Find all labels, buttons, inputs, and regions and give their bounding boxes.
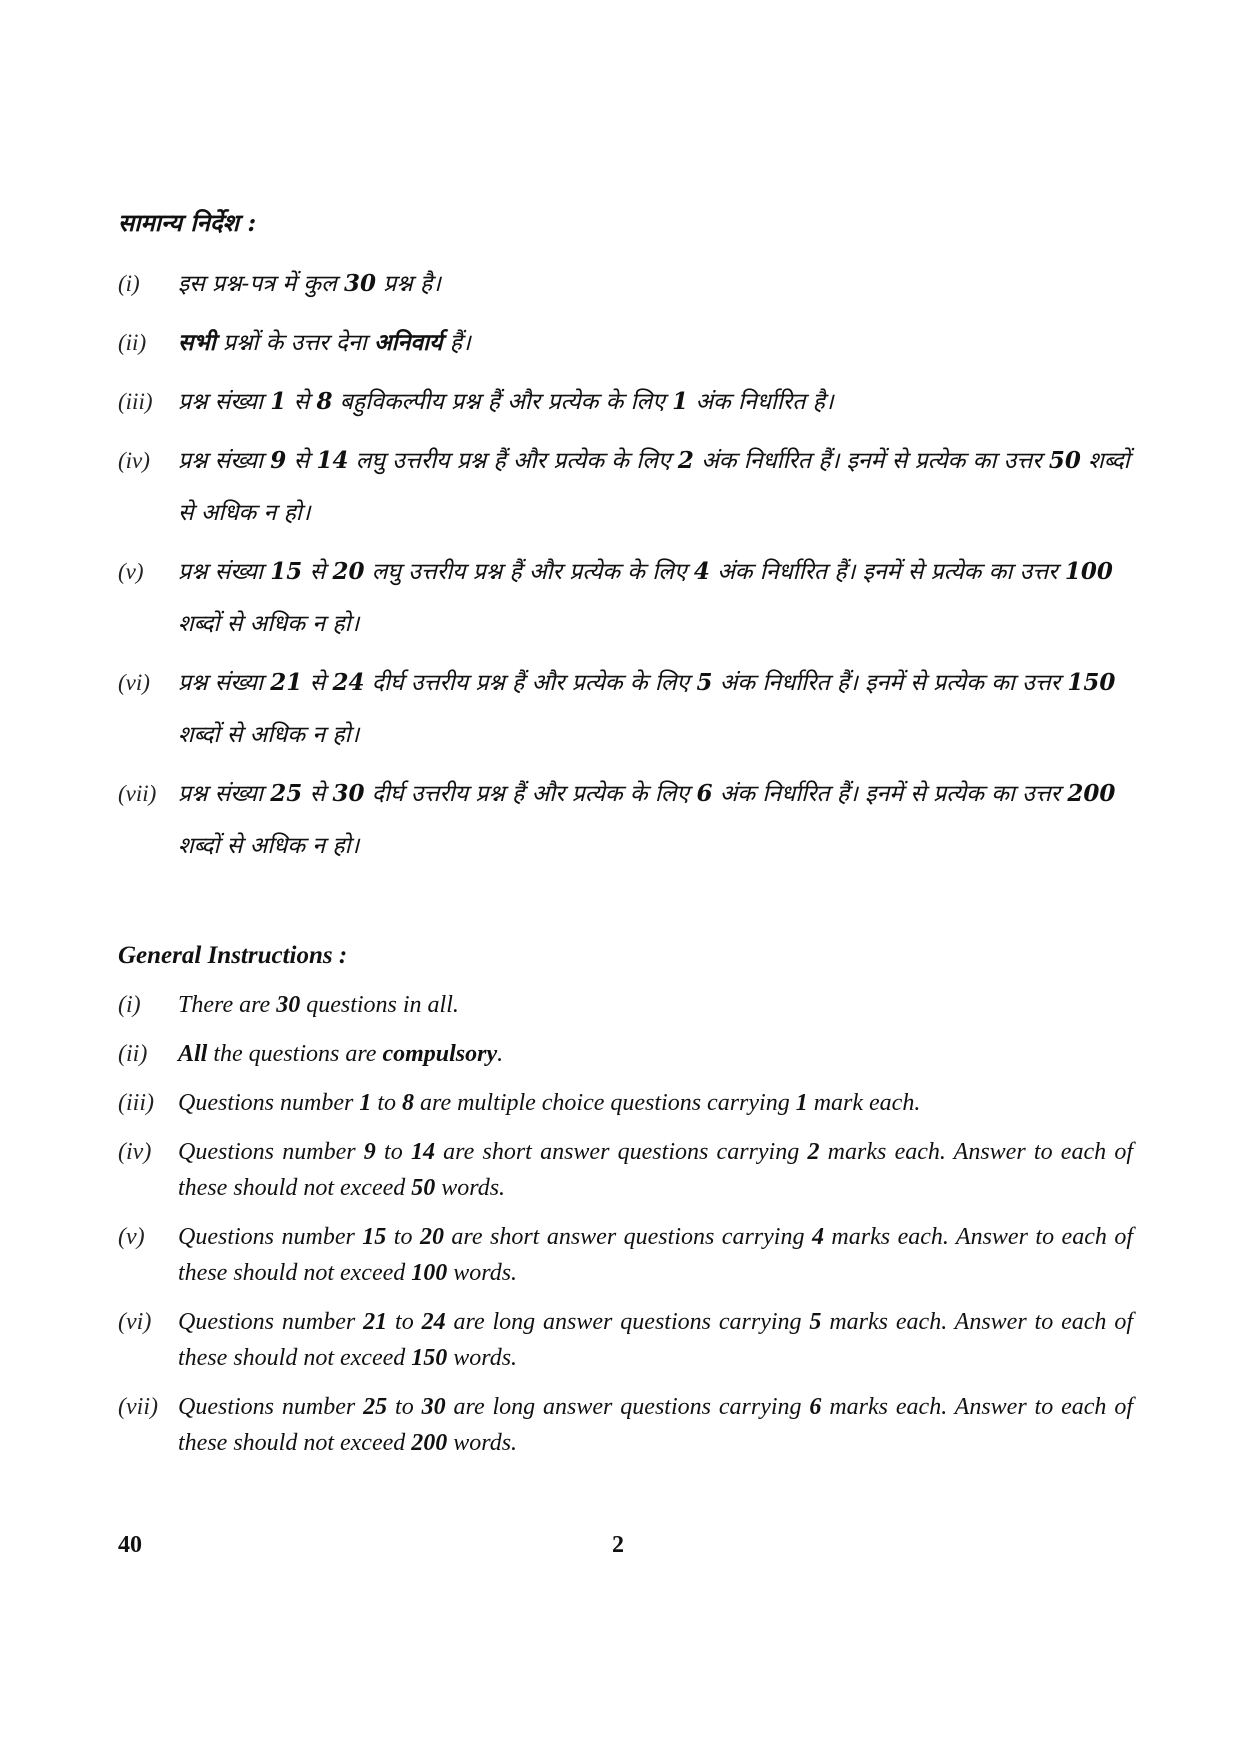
bold-text: 150 [1067, 669, 1116, 696]
bold-text: 30 [343, 270, 376, 297]
bold-text: 6 [809, 1394, 822, 1420]
text-segment: से [302, 670, 333, 696]
text-segment: marks each. Answer to each of these should not exceed [178, 1394, 1133, 1456]
item-number: (iv) [118, 448, 150, 473]
bold-text: 8 [316, 388, 333, 415]
bold-text: 24 [332, 669, 365, 696]
bold-text: 30 [276, 992, 301, 1018]
bold-text: 4 [811, 1224, 824, 1250]
item-text [178, 1389, 1133, 1461]
item-text [178, 987, 1133, 1023]
bold-text: 25 [270, 780, 303, 807]
text-segment: marks each. Answer to each of these should not exceed [178, 1139, 1134, 1201]
text-segment: mark each. [807, 1090, 921, 1116]
hindi-instruction-item [118, 768, 1133, 872]
bold-text: All [178, 1041, 208, 1067]
item-text [178, 768, 1133, 872]
bold-text: 8 [402, 1090, 414, 1116]
text-segment: प्रश्न संख्या [178, 448, 271, 474]
item-number: (vii) [118, 781, 157, 806]
text-segment: words. [435, 1175, 506, 1201]
item-text [178, 258, 1133, 310]
bold-text: 100 [411, 1260, 448, 1286]
bold-text: 150 [411, 1345, 448, 1371]
item-number: (ii) [118, 1041, 148, 1067]
english-instruction-item [118, 1304, 1133, 1376]
hindi-instruction-item [118, 657, 1133, 761]
bold-text: 30 [332, 780, 365, 807]
bold-text: 20 [419, 1224, 444, 1250]
text-segment: the questions are [207, 1041, 383, 1067]
item-text [178, 1085, 1133, 1121]
bold-text: 200 [411, 1430, 448, 1456]
hindi-instruction-item [118, 258, 1133, 310]
text-segment: words. [447, 1260, 518, 1286]
bold-text: 1 [672, 388, 689, 415]
item-number: (i) [118, 992, 141, 1018]
text-segment: दीर्घ उत्तरीय प्रश्न हैं और प्रत्येक के लिए [364, 670, 697, 696]
bold-text: 1 [270, 388, 287, 415]
item-number: (vi) [118, 1309, 152, 1335]
text-segment: . [497, 1041, 504, 1067]
english-instruction-item [118, 1085, 1133, 1121]
bold-text: 30 [421, 1394, 446, 1420]
text-segment: questions in all. [300, 992, 459, 1018]
bold-text: 50 [411, 1175, 436, 1201]
item-text [178, 1304, 1133, 1376]
paper-code: 40 [118, 1532, 142, 1558]
text-segment: to [387, 1394, 422, 1420]
bold-text: 20 [332, 558, 365, 585]
item-text [178, 317, 1133, 369]
text-segment: बहुविकल्पीय प्रश्न हैं और प्रत्येक के लिए [332, 389, 673, 415]
bold-text: 1 [795, 1090, 808, 1116]
text-segment: Questions number [178, 1090, 360, 1116]
hindi-instruction-item [118, 435, 1133, 539]
text-segment: Questions number [178, 1139, 364, 1165]
text-segment: marks each. Answer to each of these should not exceed [178, 1309, 1133, 1371]
bold-text: 9 [270, 447, 287, 474]
text-segment: से [286, 448, 317, 474]
text-segment: अंक निर्धारित हैं। इनमें से प्रत्येक का उत्तर [712, 781, 1068, 807]
bold-text: 14 [316, 447, 349, 474]
text-segment: प्रश्नों के उत्तर देना [215, 330, 375, 356]
text-segment: Questions number [178, 1309, 364, 1335]
bold-text: 21 [363, 1309, 388, 1335]
bold-text: 15 [270, 558, 303, 585]
bold-text: 1 [359, 1090, 372, 1116]
item-number: (v) [118, 1224, 145, 1250]
english-instruction-item [118, 1134, 1133, 1206]
item-number: (ii) [118, 330, 147, 355]
text-segment: शब्दों से अधिक न हो। [178, 722, 360, 748]
item-text [178, 1036, 1133, 1072]
item-text [178, 1134, 1133, 1206]
item-number: (iii) [118, 389, 153, 414]
bold-text: 200 [1067, 780, 1116, 807]
hindi-instruction-item [118, 546, 1133, 650]
item-text [178, 657, 1133, 761]
text-segment: to [375, 1139, 411, 1165]
text-segment: अंक निर्धारित हैं। इनमें से प्रत्येक का उत्तर [693, 448, 1049, 474]
text-segment: words. [447, 1430, 518, 1456]
bold-text: 2 [807, 1139, 820, 1165]
text-segment: लघु उत्तरीय प्रश्न हैं और प्रत्येक के लिए [364, 559, 694, 585]
bold-text: 50 [1048, 447, 1081, 474]
hindi-instructions-list [118, 258, 1133, 879]
text-segment: से [286, 389, 317, 415]
text-segment: are long answer questions carrying [445, 1309, 810, 1335]
bold-text: अनिवार्य [374, 329, 443, 356]
item-number: (v) [118, 559, 144, 584]
item-number: (vi) [118, 670, 150, 695]
text-segment: दीर्घ उत्तरीय प्रश्न हैं और प्रत्येक के लिए [364, 781, 697, 807]
hindi-instruction-item [118, 317, 1133, 369]
bold-text: 2 [677, 447, 694, 474]
text-segment: इस प्रश्न-पत्र में कुल [178, 271, 344, 297]
page-number: 2 [612, 1532, 624, 1558]
text-segment: अंक निर्धारित है। [688, 389, 834, 415]
bold-text: 5 [696, 669, 713, 696]
text-segment: लघु उत्तरीय प्रश्न हैं और प्रत्येक के लिए [348, 448, 678, 474]
item-number: (vii) [118, 1394, 158, 1420]
text-segment: to [386, 1224, 420, 1250]
hindi-title: सामान्य निर्देश : [118, 208, 257, 237]
text-segment: marks each. Answer to each of these should not exceed [178, 1224, 1134, 1286]
text-segment: शब्दों से अधिक न हो। [178, 833, 360, 859]
text-segment: are short answer questions carrying [443, 1224, 812, 1250]
text-segment: शब्दों से अधिक न हो। [178, 448, 1130, 526]
bold-text: सभी [178, 329, 216, 356]
text-segment: Questions number [178, 1394, 364, 1420]
text-segment: अंक निर्धारित हैं। इनमें से प्रत्येक का उत्तर [709, 559, 1065, 585]
text-segment: words. [447, 1345, 518, 1371]
text-segment: are multiple choice questions carrying [414, 1090, 796, 1116]
english-title: General Instructions : [118, 942, 348, 969]
text-segment: to [371, 1090, 402, 1116]
text-segment: हैं। [442, 330, 471, 356]
text-segment: There are [178, 992, 277, 1018]
item-text [178, 435, 1133, 539]
bold-text: compulsory [382, 1041, 498, 1067]
bold-text: 4 [693, 558, 710, 585]
text-segment: प्रश्न संख्या [178, 389, 271, 415]
bold-text: 24 [421, 1309, 446, 1335]
text-segment: प्रश्न संख्या [178, 559, 271, 585]
bold-text: 21 [270, 669, 303, 696]
english-instruction-item [118, 1036, 1133, 1072]
hindi-instruction-item [118, 376, 1133, 428]
english-instructions-list [118, 987, 1133, 1474]
text-segment: से [302, 781, 333, 807]
english-instruction-item [118, 987, 1133, 1023]
bold-text: 14 [410, 1139, 435, 1165]
bold-text: 9 [363, 1139, 376, 1165]
text-segment: to [387, 1309, 422, 1335]
item-text [178, 1219, 1133, 1291]
english-instruction-item [118, 1219, 1133, 1291]
text-segment: are long answer questions carrying [445, 1394, 810, 1420]
item-number: (i) [118, 271, 140, 296]
text-segment: से [302, 559, 333, 585]
text-segment: प्रश्न है। [376, 271, 441, 297]
bold-text: 100 [1064, 558, 1113, 585]
bold-text: 5 [809, 1309, 822, 1335]
text-segment: are short answer questions carrying [434, 1139, 808, 1165]
text-segment: Questions number [178, 1224, 363, 1250]
item-number: (iii) [118, 1090, 154, 1116]
text-segment: प्रश्न संख्या [178, 670, 271, 696]
text-segment: प्रश्न संख्या [178, 781, 271, 807]
item-number: (iv) [118, 1139, 152, 1165]
item-text [178, 546, 1133, 650]
text-segment: शब्दों से अधिक न हो। [178, 611, 360, 637]
bold-text: 25 [363, 1394, 388, 1420]
english-instruction-item [118, 1389, 1133, 1461]
text-segment: अंक निर्धारित हैं। इनमें से प्रत्येक का उत्तर [712, 670, 1068, 696]
bold-text: 6 [696, 780, 713, 807]
bold-text: 15 [362, 1224, 387, 1250]
item-text [178, 376, 1133, 428]
